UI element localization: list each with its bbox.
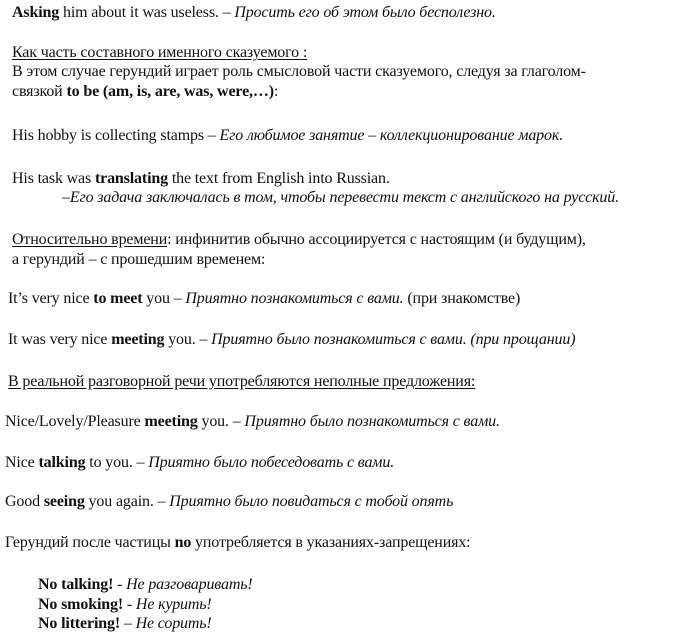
translation: – Приятно было познакомиться с вами. (при прощании)	[199, 331, 576, 348]
bold-term: no	[174, 534, 192, 551]
section-heading: В реальной разговорной речи употребляются неполные предложения:	[8, 373, 476, 390]
translation: – Его любимое занятие – коллекционирование марок.	[207, 127, 564, 144]
translation: – Не сорить!	[120, 615, 212, 632]
translation: – Приятно познакомиться с вами.	[173, 290, 404, 307]
example-line: Nice/Lovely/Pleasure meeting you. – Приятно было познакомиться с вами.	[5, 413, 500, 430]
section-heading: Как часть составного именного сказуемого :	[12, 44, 308, 61]
example-line: It’s very nice to meet you – Приятно познакомиться с вами. (при знакомстве)	[8, 290, 521, 307]
prohibition-line	[38, 575, 253, 594]
text-line: а герундий – с прошедшим временем:	[12, 251, 266, 268]
translation: – Просить его об этом было бесполезно.	[222, 4, 496, 21]
bold-term: to be (am, is, are, was, were,…)	[66, 83, 274, 100]
example-line: Nice talking to you. – Приятно было побеседовать с вами.	[5, 454, 395, 471]
bold-term: translating	[94, 170, 168, 187]
example-line: His task was translating the text from English into Russian.	[12, 170, 390, 187]
bold-term: meeting	[111, 331, 165, 348]
example-line: It was very nice meeting you. – Приятно было познакомиться с вами. (при прощании)	[8, 331, 576, 348]
bold-term: to meet	[93, 290, 143, 307]
bold-term: No smoking!	[38, 596, 124, 613]
translation-line: –Его задача заключалась в том, чтобы перевести текст с английского на русский.	[62, 189, 619, 206]
bold-term: meeting	[144, 413, 198, 430]
bold-term: seeing	[43, 493, 85, 510]
bold-term: No littering!	[38, 615, 121, 632]
prohibition-line	[38, 595, 212, 614]
text-line: Asking him about it was useless. – Просить его об этом было бесполезно.	[12, 4, 496, 21]
translation: – Приятно было познакомиться с вами.	[232, 413, 500, 430]
text-line: связкой to be (am, is, are, was, were,…):	[12, 83, 279, 100]
prohibition-line	[38, 614, 212, 633]
bold-term: talking	[38, 454, 86, 471]
translation: - Не разговаривать!	[113, 576, 253, 593]
bold-term: Asking	[12, 4, 60, 21]
text-line: В этом случае герундий играет роль смысловой части сказуемого, следуя за глаголом-	[12, 63, 586, 80]
example-line: His hobby is collecting stamps – Его любимое занятие – коллекционирование марок.	[12, 127, 564, 144]
text-line: Герундий после частицы no употребляется в указаниях-запрещениях:	[5, 534, 471, 551]
translation: – Приятно было повидаться с тобой опять	[157, 493, 454, 510]
section-heading: Относительно времени: инфинитив обычно ассоциируется с настоящим (и будущим),	[12, 231, 586, 248]
bold-term: No talking!	[38, 576, 114, 593]
example-line: Good seeing you again. – Приятно было повидаться с тобой опять	[5, 493, 454, 510]
translation: – Приятно было побеседовать с вами.	[136, 454, 395, 471]
translation: - Не курить!	[123, 596, 212, 613]
